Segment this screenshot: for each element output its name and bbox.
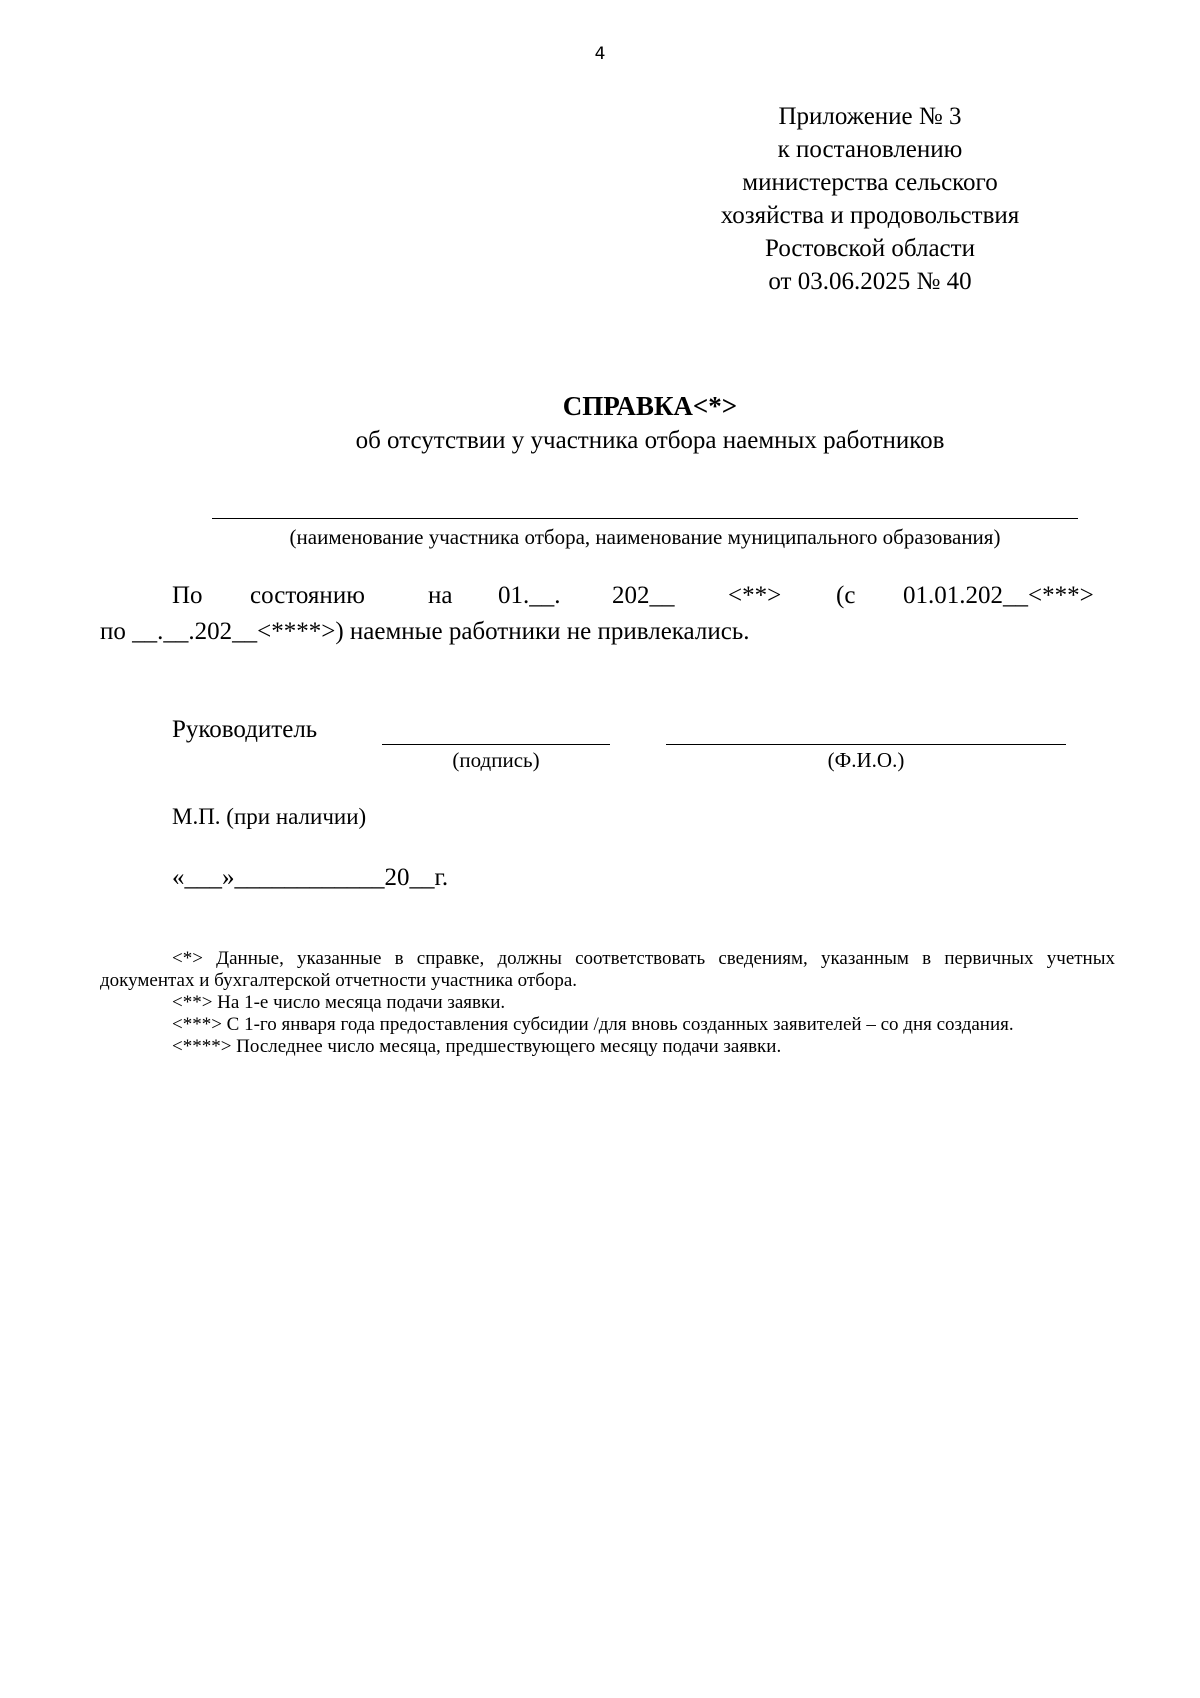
annex-line: хозяйства и продовольствия <box>720 202 1020 229</box>
body-word: 202__ <box>612 582 675 609</box>
body-word: на <box>428 582 453 609</box>
name-line <box>666 744 1066 745</box>
date-line: «___»____________20__г. <box>172 864 449 891</box>
body-word: 01.__. <box>498 582 561 609</box>
signature-role: Руководитель <box>172 716 318 743</box>
annex-line: от 03.06.2025 № 40 <box>768 268 972 295</box>
signature-line <box>382 744 610 745</box>
annex-block <box>700 100 1040 298</box>
footnote: <*> Данные, указанные в справке, должны соответствовать сведениям, указанным в первичных учетных документах и бухгалтерской отчетности участника отбора. <box>100 948 1115 991</box>
body-line-2: по __.__.202__<****>) наемные работники не привлекались. <box>100 618 750 645</box>
footnote: <**> На 1-е число месяца подачи заявки. <box>172 992 506 1013</box>
participant-name-line <box>212 518 1078 519</box>
document-title: СПРАВКА<*> <box>562 391 738 421</box>
footnote: <***> С 1-го января года предоставления субсидии /для вновь созданных заявителей – со дня создания. <box>172 1014 1014 1035</box>
body-word: состоянию <box>250 582 365 609</box>
annex-line: к постановлению <box>777 136 963 163</box>
body-word: (с <box>836 582 856 609</box>
footnote: <****> Последнее число месяца, предшествующего месяцу подачи заявки. <box>172 1036 782 1057</box>
body-word: По <box>172 582 203 609</box>
participant-caption: (наименование участника отбора, наименование муниципального образования) <box>289 525 1001 549</box>
body-word: <**> <box>728 582 782 609</box>
page-number: 4 <box>594 44 606 64</box>
footnotes <box>100 948 1115 1058</box>
annex-line: Ростовской области <box>765 235 975 262</box>
document-subtitle: об отсутствии у участника отбора наемных работников <box>355 427 945 454</box>
annex-line: Приложение № 3 <box>778 103 962 130</box>
signature-caption: (подпись) <box>452 748 540 772</box>
stamp-label: М.П. (при наличии) <box>172 804 367 829</box>
name-caption: (Ф.И.О.) <box>827 748 905 772</box>
body-word: 01.01.202__<***> <box>903 582 1094 609</box>
annex-line: министерства сельского <box>742 169 998 196</box>
